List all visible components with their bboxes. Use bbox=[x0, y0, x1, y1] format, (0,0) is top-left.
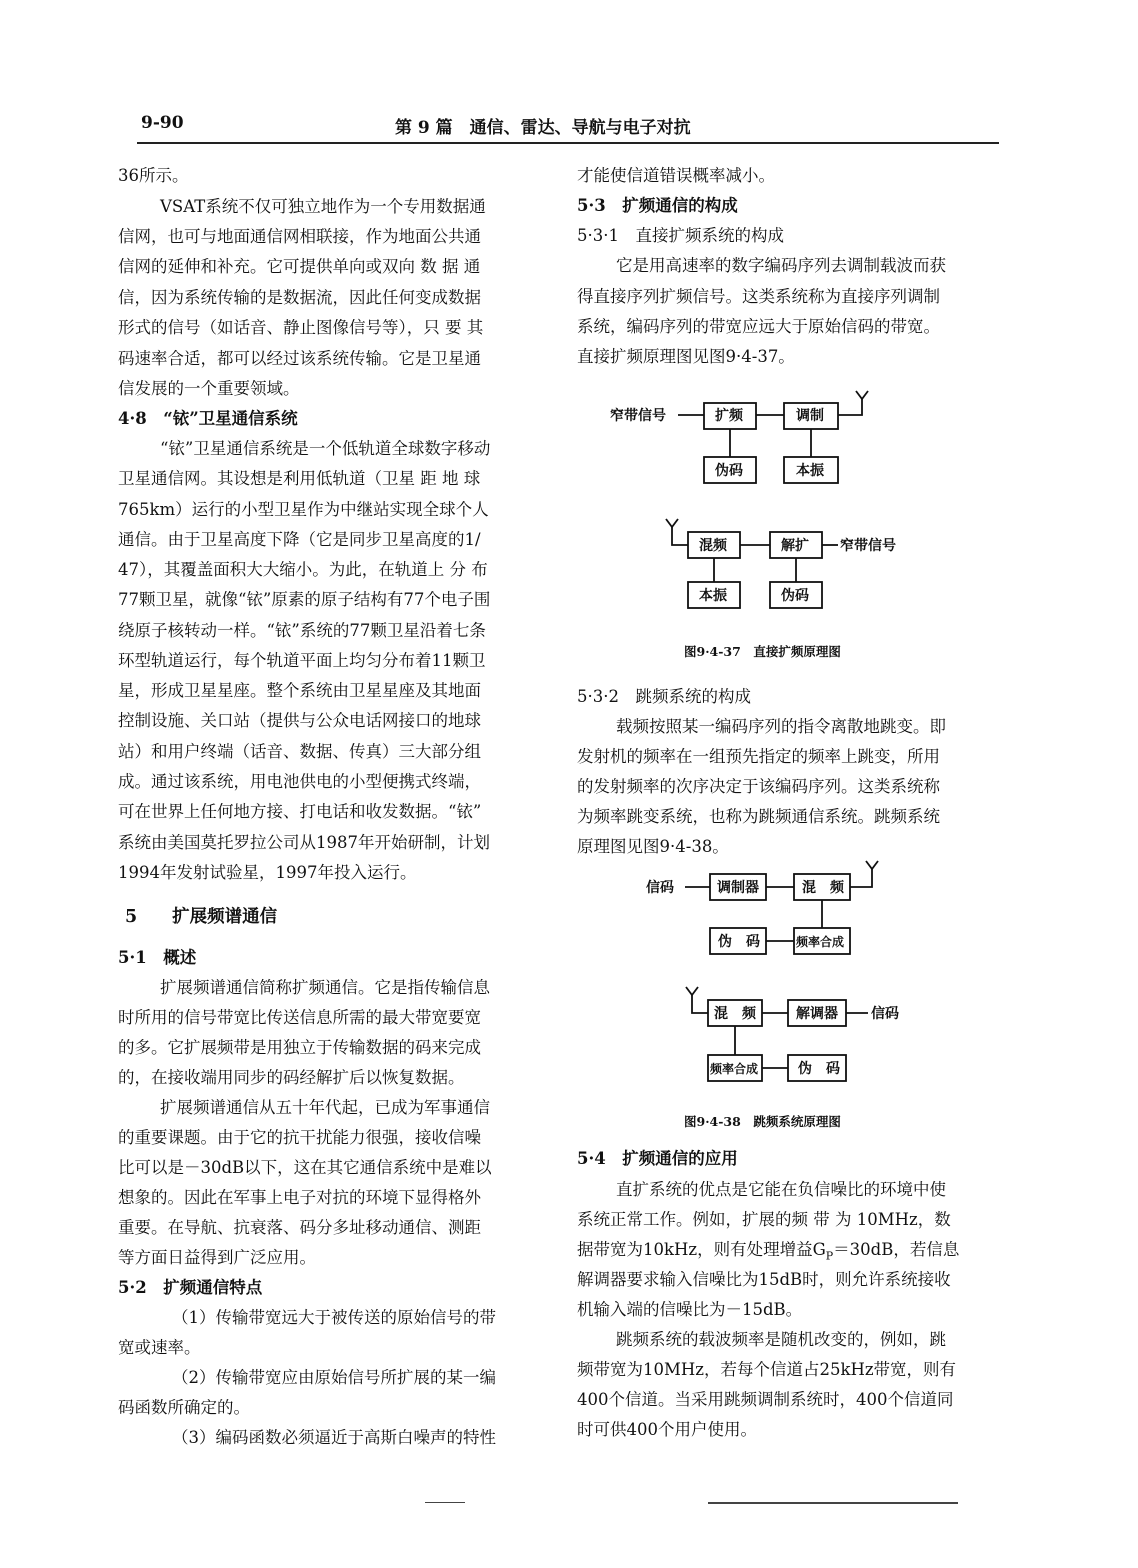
right-text-line: 的发射频率的次序决定于该编码序列。这类系统称 bbox=[577, 777, 940, 796]
fig37-input-label: 窄带信号 bbox=[610, 408, 666, 424]
right-text-line: 5·4 扩频通信的应用 bbox=[577, 1149, 738, 1168]
right-text-line: 据带宽为10kHz，则有处理增益$G_P=30dB$，若信息 bbox=[577, 1240, 960, 1263]
right-text-line: 才能使信道错误概率减小。 bbox=[577, 166, 775, 185]
fig38-output-label: 信码 bbox=[871, 1006, 899, 1022]
left-text-line: 宽或速率。 bbox=[118, 1338, 201, 1357]
left-text-line: 码函数所确定的。 bbox=[118, 1398, 250, 1417]
right-text-line: 跳频系统的载波频率是随机改变的，例如，跳 bbox=[616, 1330, 946, 1349]
figure-9-4-37-caption: 图9·4-37 直接扩频原理图 bbox=[684, 644, 841, 659]
left-text-line: 等方面日益得到广泛应用。 bbox=[118, 1248, 316, 1267]
fig37-local-osc-block: 本振 bbox=[796, 463, 824, 479]
figure-9-4-38 bbox=[640, 855, 920, 1095]
left-text-line: 5·2 扩频通信特点 bbox=[118, 1278, 263, 1297]
left-text-line: 可在世界上任何地方接、打电话和收发数据。“铱” bbox=[118, 802, 482, 821]
left-text-line: 信，因为系统传输的是数据流，因此任何变成数据 bbox=[118, 288, 481, 307]
right-text-line: 5·3·1 直接扩频系统的构成 bbox=[577, 226, 784, 245]
left-text-line: 的重要课题。由于它的抗干扰能力很强，接收信噪 bbox=[118, 1128, 481, 1147]
left-text-line: 47），其覆盖面积大大缩小。为此，在轨道上 分 布 bbox=[118, 560, 488, 579]
left-text-line: 形式的信号（如话音、静止图像信号等），只 要 其 bbox=[118, 318, 484, 337]
fig37-local-osc-block-rx: 本振 bbox=[699, 588, 727, 604]
right-text-line: 直接扩频原理图见图9·4-37。 bbox=[577, 347, 795, 366]
left-text-line: 想象的。因此在军事上电子对抗的环境下显得格外 bbox=[118, 1188, 481, 1207]
left-text-line: 5 扩展频谱通信 bbox=[125, 907, 278, 927]
left-text-line: 成。通过该系统，用电池供电的小型便携式终端， bbox=[118, 772, 481, 791]
fig38-freq-synth-block-rx: 频率合成 bbox=[710, 1062, 759, 1076]
page-number: 9-90 bbox=[141, 113, 184, 133]
right-text-line: 直扩系统的优点是它能在负信噪比的环境中使 bbox=[616, 1180, 946, 1199]
right-text-line: 原理图见图9·4-38。 bbox=[577, 837, 729, 856]
left-text-line: （3）编码函数必须逼近于高斯白噪声的特性 bbox=[172, 1428, 496, 1447]
left-text-line: （1）传输带宽远大于被传送的原始信号的带 bbox=[172, 1308, 496, 1327]
left-text-line: 时所用的信号带宽比传送信息所需的最大带宽要宽 bbox=[118, 1008, 481, 1027]
left-text-line: 77颗卫星，就像“铱”原素的原子结构有77个电子围 bbox=[118, 590, 491, 609]
fig37-mixer-block: 混频 bbox=[699, 538, 727, 554]
left-text-line: 的，在接收端用同步的码经解扩后以恢复数据。 bbox=[118, 1068, 465, 1087]
right-text-line: 系统正常工作。例如，扩展的频 带 为 10MHz，数 bbox=[577, 1210, 951, 1229]
left-text-line: 扩展频谱通信从五十年代起，已成为军事通信 bbox=[160, 1098, 490, 1117]
right-text-line: 时可供400个用户使用。 bbox=[577, 1420, 757, 1439]
left-text-line: 36所示。 bbox=[118, 166, 189, 185]
left-text-line: 绕原子核转动一样。“铱”系统的77颗卫星沿着七条 bbox=[118, 621, 486, 640]
scan-rule-bottom-right bbox=[708, 1502, 958, 1504]
left-text-line: 信网，也可与地面通信网相联接，作为地面公共通 bbox=[118, 227, 481, 246]
left-text-line: 信发展的一个重要领域。 bbox=[118, 379, 300, 398]
left-text-line: 控制设施、关口站（提供与公众电话网接口的地球 bbox=[118, 711, 481, 730]
right-text-line: 机输入端的信噪比为－15dB。 bbox=[577, 1300, 803, 1319]
right-text-line: 发射机的频率在一组预先指定的频率上跳变，所用 bbox=[577, 747, 940, 766]
left-text-line: 站）和用户终端（话音、数据、传真）三大部分组 bbox=[118, 742, 481, 761]
left-text-line: 信网的延伸和补充。它可提供单向或双向 数 据 通 bbox=[118, 257, 481, 276]
left-text-line: 765km）运行的小型卫星作为中继站实现全球个人 bbox=[118, 500, 489, 519]
fig37-pn-code-block-rx: 伪码 bbox=[781, 588, 809, 604]
left-text-line: 比可以是－30dB以下，这在其它通信系统中是难以 bbox=[118, 1158, 492, 1177]
left-text-line: 5·1 概述 bbox=[118, 948, 197, 967]
figure-9-4-38-caption: 图9·4-38 跳频系统原理图 bbox=[684, 1114, 841, 1129]
left-text-line: 码速率合适，都可以经过该系统传输。它是卫星通 bbox=[118, 349, 481, 368]
scan-rule-bottom-left bbox=[425, 1502, 465, 1503]
right-text-line: 它是用高速率的数字编码序列去调制载波而获 bbox=[616, 256, 946, 275]
left-text-line: VSAT系统不仅可独立地作为一个专用数据通 bbox=[160, 197, 486, 216]
fig37-pn-code-block: 伪码 bbox=[715, 463, 743, 479]
right-text-line: 得直接序列扩频信号。这类系统称为直接序列调制 bbox=[577, 287, 940, 306]
right-text-line: 5·3 扩频通信的构成 bbox=[577, 196, 738, 215]
fig37-despread-block: 解扩 bbox=[781, 538, 809, 554]
left-text-line: 系统由美国莫托罗拉公司从1987年开始研制，计划 bbox=[118, 833, 490, 852]
header-rule bbox=[137, 142, 999, 144]
right-text-line: 解调器要求输入信噪比为15dB时，则允许系统接收 bbox=[577, 1270, 951, 1289]
running-header-title: 第 9 篇 通信、雷达、导航与电子对抗 bbox=[395, 118, 691, 138]
left-text-line: 的多。它扩展频带是用独立于传输数据的码来完成 bbox=[118, 1038, 481, 1057]
right-text-line: 5·3·2 跳频系统的构成 bbox=[577, 687, 751, 706]
left-text-line: 星，形成卫星星座。整个系统由卫星星座及其地面 bbox=[118, 681, 481, 700]
fig37-output-label: 窄带信号 bbox=[840, 538, 896, 554]
left-text-line: 卫星通信网。其设想是利用低轨道（卫星 距 地 球 bbox=[118, 469, 481, 488]
right-text-line: 400个信道。当采用跳频调制系统时，400个信道同 bbox=[577, 1390, 954, 1409]
fig38-mixer-block: 混 频 bbox=[802, 880, 844, 896]
left-text-line: 4·8 “铱”卫星通信系统 bbox=[118, 409, 298, 428]
left-text-line: “铱”卫星通信系统是一个低轨道全球数字移动 bbox=[160, 439, 491, 458]
left-text-line: 通信。由于卫星高度下降（它是同步卫星高度的1/ bbox=[118, 530, 481, 549]
fig38-modulator-block: 调制器 bbox=[717, 880, 759, 896]
fig38-demodulator-block: 解调器 bbox=[796, 1006, 838, 1022]
fig38-input-label: 信码 bbox=[646, 880, 674, 896]
fig38-pn-code-block-rx: 伪 码 bbox=[798, 1061, 840, 1077]
right-text-line: 系统，编码序列的带宽应远大于原始信码的带宽。 bbox=[577, 317, 940, 336]
left-text-line: 环型轨道运行，每个轨道平面上均匀分布着11颗卫 bbox=[118, 651, 486, 670]
fig37-modulate-block: 调制 bbox=[796, 408, 824, 424]
left-text-line: 重要。在导航、抗衰落、码分多址移动通信、测距 bbox=[118, 1218, 481, 1237]
left-text-line: 扩展频谱通信简称扩频通信。它是指传输信息 bbox=[160, 978, 490, 997]
fig38-mixer-block-rx: 混 频 bbox=[714, 1006, 756, 1022]
right-text-line: 频带宽为10MHz，若每个信道占25kHz带宽，则有 bbox=[577, 1360, 957, 1379]
left-text-line: （2）传输带宽应由原始信号所扩展的某一编 bbox=[172, 1368, 496, 1387]
left-text-line: 1994年发射试验星，1997年投入运行。 bbox=[118, 863, 417, 882]
fig38-freq-synth-block: 频率合成 bbox=[796, 935, 845, 949]
fig37-spread-block: 扩频 bbox=[715, 408, 743, 424]
right-text-line: 为频率跳变系统，也称为跳频通信系统。跳频系统 bbox=[577, 807, 940, 826]
right-text-line: 载频按照某一编码序列的指令离散地跳变。即 bbox=[616, 717, 946, 736]
figure-9-4-37 bbox=[600, 385, 930, 625]
fig38-pn-code-block: 伪 码 bbox=[718, 934, 760, 950]
